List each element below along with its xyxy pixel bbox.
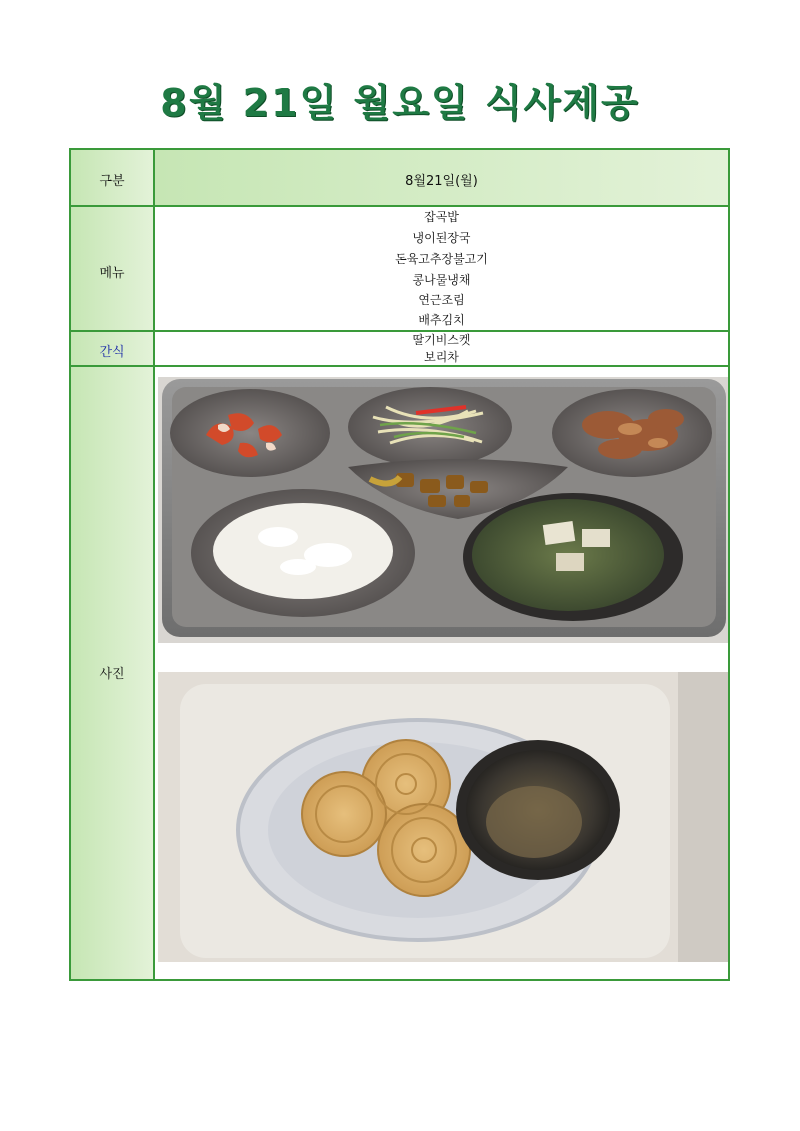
menu-item: 잡곡밥: [424, 210, 459, 224]
menu-item: 연근조림: [418, 293, 465, 307]
menu-item: 돈육고추장불고기: [395, 252, 488, 266]
lunch-tray-photo: [158, 377, 728, 643]
menu-item: 배추김치: [418, 313, 465, 327]
header-value-cell: [155, 150, 728, 207]
header-label: 구분: [99, 174, 125, 189]
snack-item: 딸기비스켓: [412, 333, 471, 347]
page-title: 8월 21일 월요일 식사제공: [160, 81, 640, 125]
photo-cell: [155, 367, 728, 979]
snack-label-cell: [71, 332, 155, 367]
menu-item: 콩나물냉채: [412, 273, 471, 287]
header-date: 8월21일(월): [405, 174, 478, 189]
snack-image: [158, 672, 728, 962]
snack-item: 보리차: [424, 350, 459, 364]
menu-label: 메뉴: [99, 266, 125, 281]
lunch-tray-image: [158, 377, 728, 643]
photo-label: 사진: [99, 667, 125, 682]
menu-items-cell: [155, 207, 728, 332]
photo-label-cell: [71, 367, 155, 979]
meal-table: [69, 148, 730, 981]
snack-label: 간식: [99, 345, 125, 360]
menu-item: 냉이된장국: [412, 231, 471, 245]
menu-label-cell: [71, 207, 155, 332]
snack-items-cell: [155, 332, 728, 367]
snack-photo: [158, 672, 728, 962]
header-label-cell: [71, 150, 155, 207]
